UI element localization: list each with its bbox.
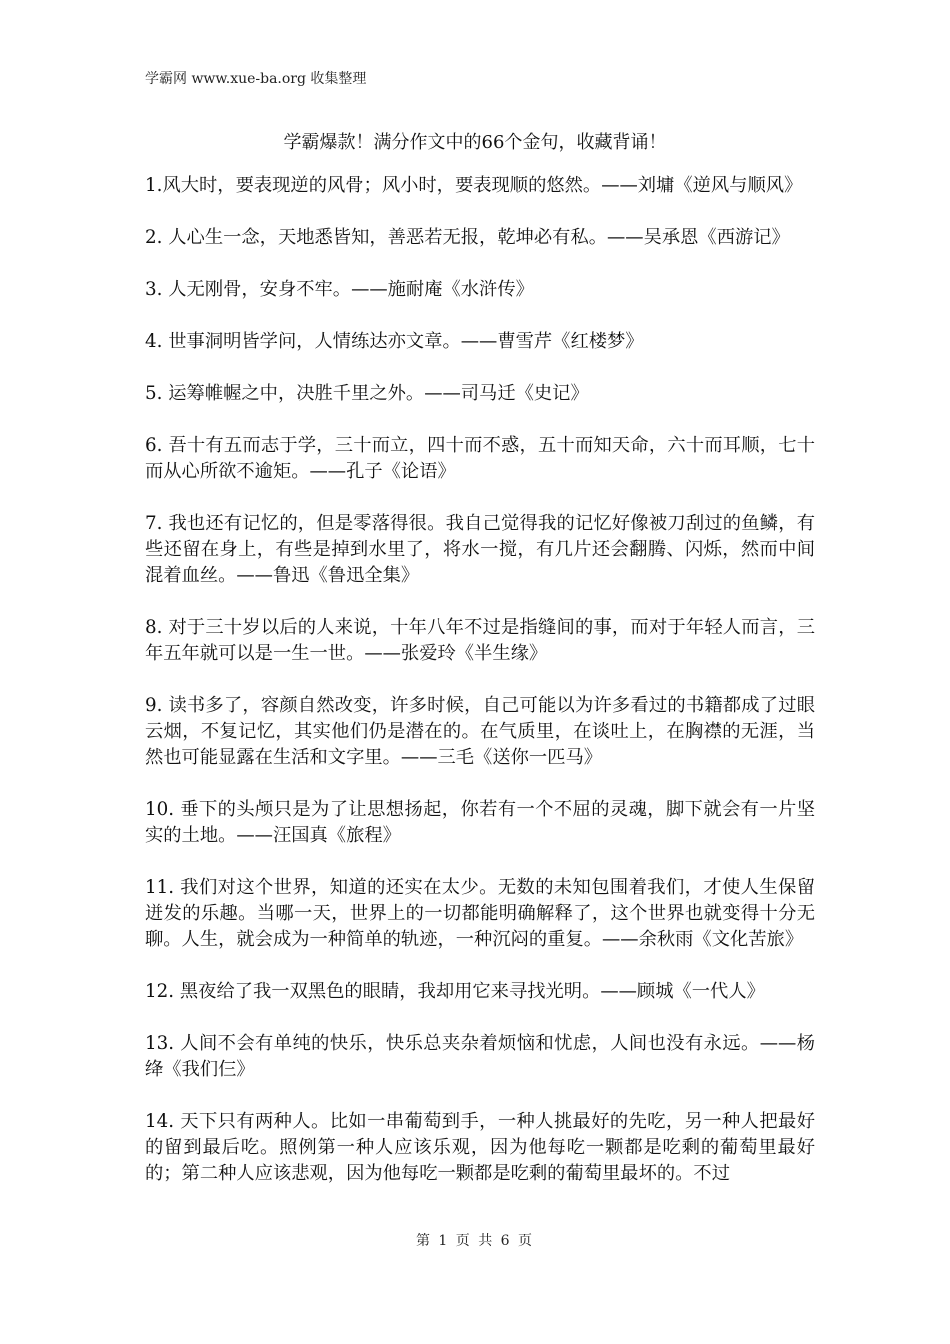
quote-item: 13. 人间不会有单纯的快乐，快乐总夹杂着烦恼和忧虑，人间也没有永远。——杨绛《我们仨》 <box>145 1033 815 1080</box>
quote-item: 7. 我也还有记忆的，但是零落得很。我自己觉得我的记忆好像被刀刮过的鱼鳞，有些还留在身上，有些是掉到水里了，将水一搅，有几片还会翻腾、闪烁，然而中间混着血丝。——鲁迅《鲁迅全集》 <box>145 513 815 586</box>
quote-item: 9. 读书多了，容颜自然改变，许多时候，自己可能以为许多看过的书籍都成了过眼云烟，不复记忆，其实他们仍是潜在的。在气质里，在谈吐上，在胸襟的无涯，当然也可能显露在生活和文字里。——三毛《送你一匹马》 <box>145 695 815 768</box>
quote-item: 12. 黑夜给了我一双黑色的眼睛，我却用它来寻找光明。——顾城《一代人》 <box>145 981 765 1002</box>
quote-item: 5. 运筹帷幄之中，决胜千里之外。——司马迁《史记》 <box>145 383 589 404</box>
page-footer-page-number: 第 1 页 共 6 页 <box>415 1233 535 1249</box>
document-title: 学霸爆款！满分作文中的66个金句，收藏背诵！ <box>283 132 667 153</box>
quote-item: 14. 天下只有两种人。比如一串葡萄到手，一种人挑最好的先吃，另一种人把最好的留到最后吃。照例第一种人应该乐观，因为他每吃一颗都是吃剩的葡萄里最好的；第二种人应该悲观，因为他每吃一颗都是吃剩的葡萄里最坏的。不过 <box>145 1111 815 1184</box>
quote-item: 3. 人无刚骨，安身不牢。——施耐庵《水浒传》 <box>145 279 534 300</box>
quote-item: 1.风大时，要表现逆的风骨；风小时，要表现顺的悠然。——刘墉《逆风与顺风》 <box>145 175 803 196</box>
document-body <box>145 173 815 1213</box>
quote-item: 6. 吾十有五而志于学，三十而立，四十而不惑，五十而知天命，六十而耳顺，七十而从心所欲不逾矩。——孔子《论语》 <box>145 435 815 482</box>
quote-item: 2. 人心生一念，天地悉皆知，善恶若无报，乾坤必有私。——吴承恩《西游记》 <box>145 227 790 248</box>
quote-item: 11. 我们对这个世界，知道的还实在太少。无数的未知包围着我们，才使人生保留迸发的乐趣。当哪一天，世界上的一切都能明确解释了，这个世界也就变得十分无聊。人生，就会成为一种简单的轨迹，一种沉闷的重复。——余秋雨《文化苦旅》 <box>145 877 815 950</box>
quote-item: 4. 世事洞明皆学问，人情练达亦文章。——曹雪芹《红楼梦》 <box>145 331 644 352</box>
quote-item: 8. 对于三十岁以后的人来说，十年八年不过是指缝间的事，而对于年轻人而言，三年五年就可以是一生一世。——张爱玲《半生缘》 <box>145 617 815 664</box>
page-header-source: 学霸网 www.xue-ba.org 收集整理 <box>145 71 367 87</box>
quote-item: 10. 垂下的头颅只是为了让思想扬起，你若有一个不屈的灵魂，脚下就会有一片坚实的土地。——汪国真《旅程》 <box>145 799 815 846</box>
